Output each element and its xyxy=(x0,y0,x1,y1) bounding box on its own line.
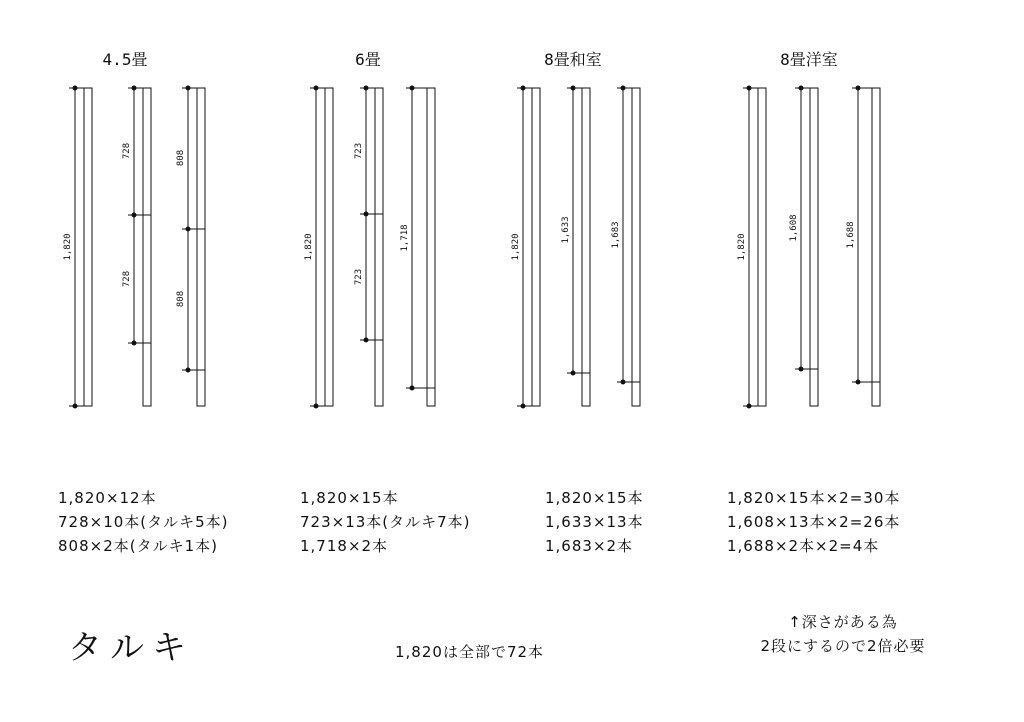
group-6jo xyxy=(310,86,435,408)
list-4-5jo xyxy=(58,486,229,558)
list-6jo xyxy=(300,486,471,558)
board xyxy=(143,88,151,406)
depth-note-line: ↑深さがある為 xyxy=(788,613,898,631)
total-note: 1,820は全部で72本 xyxy=(395,643,545,661)
board xyxy=(632,88,640,406)
dimension-label: 1,718 xyxy=(400,224,410,252)
board xyxy=(582,88,590,406)
dimension-label: 1,608 xyxy=(789,214,799,242)
dimension-label: 1,820 xyxy=(737,233,747,261)
list-line: 1,820×15本 xyxy=(300,489,399,507)
depth-note-line: 2段にするので2倍必要 xyxy=(760,637,926,655)
board xyxy=(325,88,333,406)
dimension-label: 808 xyxy=(176,290,186,308)
board xyxy=(197,88,205,406)
board xyxy=(872,88,880,406)
list-line: 1,688×2本×2=4本 xyxy=(727,537,880,555)
dimension-label: 1,820 xyxy=(63,233,73,261)
list-line: 1,820×15本 xyxy=(545,489,644,507)
dimension-label: 1,633 xyxy=(561,216,571,244)
room-title-8jo-youshitsu: 8畳洋室 xyxy=(780,50,838,69)
list-line: 1,608×13本×2=26本 xyxy=(727,513,901,531)
dimension-label: 1,820 xyxy=(304,233,314,261)
dimension-label: 1,820 xyxy=(511,233,521,261)
group-8jo-washitsu xyxy=(517,86,640,408)
list-8jo-youshitsu xyxy=(727,486,900,558)
dimension-label: 1,683 xyxy=(611,221,621,249)
group-4-5jo xyxy=(69,86,205,408)
room-title-6jo: 6畳 xyxy=(355,50,381,69)
list-line: 1,820×12本 xyxy=(58,489,157,507)
dimension-label: 728 xyxy=(122,142,132,160)
dimension-label: 1,688 xyxy=(846,221,856,249)
dimension-label: 723 xyxy=(354,142,364,160)
board xyxy=(375,88,383,406)
list-line: 808×2本(タルキ1本) xyxy=(58,537,218,555)
dimension-label: 808 xyxy=(176,149,186,167)
depth-note xyxy=(728,610,958,658)
taruki-label: タルキ xyxy=(68,628,194,668)
board xyxy=(810,88,818,406)
dimension-label: 728 xyxy=(122,270,132,288)
list-line: 723×13本(タルキ7本) xyxy=(300,513,471,531)
list-line: 1,633×13本 xyxy=(545,513,644,531)
group-8jo-youshitsu xyxy=(743,86,880,408)
list-line: 1,718×2本 xyxy=(300,537,389,555)
board xyxy=(84,88,92,406)
list-8jo-washitsu xyxy=(545,486,644,558)
room-title-8jo-washitsu: 8畳和室 xyxy=(544,50,602,69)
board xyxy=(758,88,766,406)
list-line: 1,683×2本 xyxy=(545,537,634,555)
list-line: 728×10本(タルキ5本) xyxy=(58,513,229,531)
board xyxy=(532,88,540,406)
board xyxy=(427,88,435,406)
list-line: 1,820×15本×2=30本 xyxy=(727,489,901,507)
dimension-label: 723 xyxy=(354,268,364,286)
room-title-4-5jo: 4.5畳 xyxy=(102,50,148,69)
